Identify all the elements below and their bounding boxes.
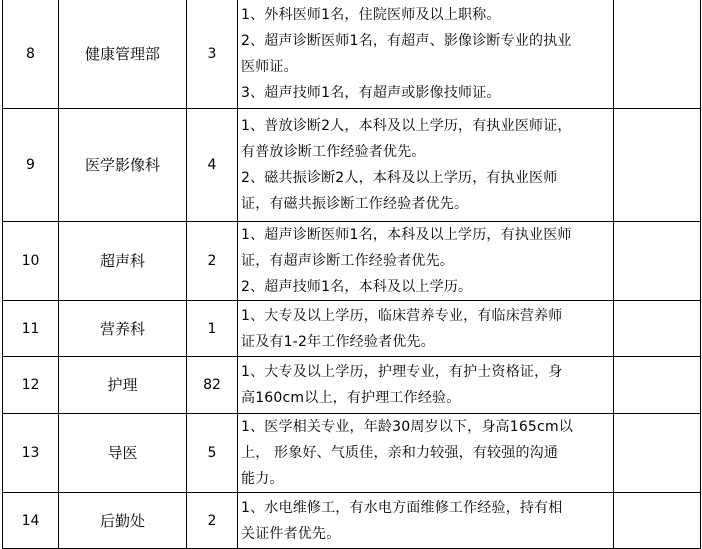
requirement-line: 有普放诊断工作经验者优先。 <box>241 144 426 160</box>
row-number: 13 <box>3 414 59 493</box>
requirement-line: 3、超声技师1名，有超声或影像技师证。 <box>241 84 501 101</box>
headcount: 3 <box>187 0 238 109</box>
requirement-line: 1、外科医师1名，住院医师及以上职称。 <box>241 6 501 23</box>
table-row <box>3 357 701 414</box>
table-row <box>3 109 701 222</box>
headcount: 2 <box>187 493 238 549</box>
table-row <box>3 493 701 549</box>
department-name: 超声科 <box>59 222 187 301</box>
row-number: 14 <box>3 493 59 549</box>
row-number: 10 <box>3 222 59 301</box>
requirements-cell <box>238 301 614 357</box>
department-name: 后勤处 <box>59 493 187 549</box>
requirement-line: 1、医学相关专业，年龄30周岁以下，身高165cm以 <box>241 419 573 435</box>
headcount: 5 <box>187 414 238 493</box>
requirement-line: 1、普放诊断2人，本科及以上学历，有执业医师证， <box>241 118 572 134</box>
requirement-line: 上， 形象好、气质佳，亲和力较强，有较强的沟通 <box>241 445 559 461</box>
headcount: 4 <box>187 109 238 222</box>
requirements-cell <box>238 414 614 493</box>
table-row <box>3 301 701 357</box>
table-row <box>3 414 701 493</box>
row-number: 9 <box>3 109 59 222</box>
table-row <box>3 0 701 109</box>
requirements-cell <box>238 493 614 549</box>
department-name: 医学影像科 <box>59 109 187 222</box>
table-row <box>3 222 701 301</box>
notes-cell <box>614 0 701 109</box>
requirement-line: 1、超声诊断医师1名，本科及以上学历，有执业医师 <box>241 227 572 243</box>
department-name: 营养科 <box>59 301 187 357</box>
requirements-cell <box>238 0 614 109</box>
requirement-line: 证，有磁共振诊断工作经验者优先。 <box>241 196 469 212</box>
row-number: 12 <box>3 357 59 414</box>
notes-cell <box>614 301 701 357</box>
notes-cell <box>614 493 701 549</box>
headcount: 1 <box>187 301 238 357</box>
department-name: 导医 <box>59 414 187 493</box>
requirement-line: 关证件者优先。 <box>241 525 341 542</box>
notes-cell <box>614 222 701 301</box>
table-body <box>3 0 701 549</box>
notes-cell <box>614 357 701 414</box>
headcount: 82 <box>187 357 238 414</box>
requirement-line: 证及有1-2年工作经验者优先。 <box>241 333 435 350</box>
department-name: 护理 <box>59 357 187 414</box>
requirement-line: 2、磁共振诊断2人，本科及以上学历，有执业医师 <box>241 170 558 186</box>
requirement-line: 2、超声技师1名，本科及以上学历。 <box>241 279 473 295</box>
notes-cell <box>614 414 701 493</box>
headcount: 2 <box>187 222 238 301</box>
requirements-cell <box>238 357 614 414</box>
requirement-line: 医师证。 <box>241 58 298 75</box>
requirement-line: 高160cm以上，有护理工作经验。 <box>241 390 461 406</box>
requirement-line: 1、大专及以上学历，临床营养专业，有临床营养师 <box>241 307 563 324</box>
notes-cell <box>614 109 701 222</box>
row-number: 8 <box>3 0 59 109</box>
requirement-line: 证，有超声诊断工作经验者优先。 <box>241 253 454 269</box>
requirement-line: 1、大专及以上学历，护理专业，有护士资格证，身 <box>241 364 563 380</box>
requirement-line: 1、水电维修工，有水电方面维修工作经验，持有相 <box>241 499 563 516</box>
requirements-cell <box>238 109 614 222</box>
requirement-line: 2、超声诊断医师1名，有超声、影像诊断专业的执业 <box>241 32 572 49</box>
requirements-cell <box>238 222 614 301</box>
row-number: 11 <box>3 301 59 357</box>
department-name: 健康管理部 <box>59 0 187 109</box>
recruitment-table <box>2 0 701 549</box>
requirement-line: 能力。 <box>241 471 284 487</box>
